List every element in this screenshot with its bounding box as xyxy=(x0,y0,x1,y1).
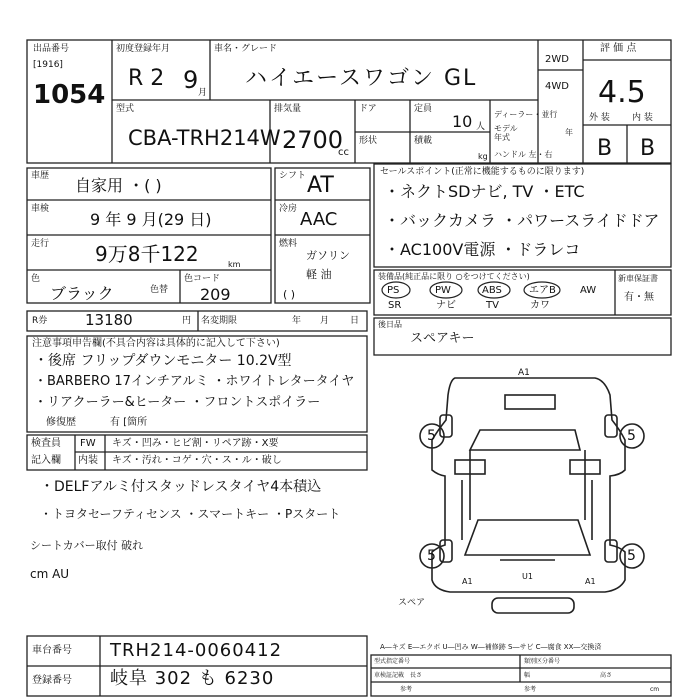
lot-sub: [1916] xyxy=(33,60,63,70)
door-label: ドア xyxy=(359,104,377,114)
year-unit: 年 xyxy=(565,128,573,137)
reg-era: R 2 xyxy=(128,66,165,91)
comment-line-2: ・トヨタセーフティセンス ・スマートキー ・Pスタート xyxy=(40,507,341,521)
km-unit: km xyxy=(228,260,241,269)
equipment-label: 装備品(純正品に限り ○をつけてください) xyxy=(378,272,530,281)
footer-width: 幅 xyxy=(524,672,531,679)
tire-rl-value: 5 xyxy=(427,548,436,564)
car-name: ハイエースワゴン GL xyxy=(245,66,478,91)
int-inspect-label: 内装 xyxy=(78,455,98,466)
color-code-value: 209 xyxy=(200,285,231,304)
score-value: 4.5 xyxy=(598,75,646,110)
footer-class-no: 類別区分番号 xyxy=(524,658,561,665)
chassis-value: TRH214-0060412 xyxy=(110,640,283,661)
spare-label: スペア xyxy=(398,598,426,608)
deadline-day: 日 xyxy=(350,316,360,326)
load-label: 積載 xyxy=(414,136,433,146)
cc-value: 2700 xyxy=(282,126,344,154)
note-line-2: ・BARBERO 17インチアルミ ・ホワイトレタータイヤ xyxy=(34,374,355,389)
model-value: CBA-TRH214W xyxy=(128,126,281,150)
equip-sr: SR xyxy=(388,300,402,311)
warranty-value: 有・無 xyxy=(624,292,654,303)
color-value: ブラック xyxy=(50,284,114,303)
repair-value: 有 [箇所 xyxy=(110,417,148,428)
mileage-label: 走行 xyxy=(31,239,50,249)
cc-unit: cc xyxy=(338,147,349,158)
deadline-month: 月 xyxy=(320,316,330,326)
deadline-year: 年 xyxy=(292,316,302,326)
cc-label: 排気量 xyxy=(274,104,302,114)
ac-label: 冷房 xyxy=(279,204,298,214)
note-line-3: ・リアクーラー&ヒーター ・フロントスポイラー xyxy=(34,395,321,410)
score-label: 評 価 点 xyxy=(600,43,637,54)
repair-label: 修復歴 xyxy=(46,417,76,428)
shape-label: 形状 xyxy=(359,136,378,146)
capacity-label: 定員 xyxy=(414,104,433,114)
rear-items-label: 後日品 xyxy=(378,320,402,329)
deadline-label: 名変期限 xyxy=(201,316,238,326)
int-label: 内 装 xyxy=(632,113,653,123)
comment-line-4: cm AU xyxy=(30,567,70,581)
color-label: 色 xyxy=(31,274,41,284)
damage-legend: A―キズ E―エクボ U―凹み W―補修跡 S―サビ C―腐食 XX―交換済 xyxy=(380,643,602,651)
lot-number: 1054 xyxy=(33,80,106,110)
equip-tv: TV xyxy=(486,300,499,311)
recycle-value: 13180 xyxy=(85,311,133,329)
selling-point-2: ・バックカメラ ・パワースライドドア xyxy=(384,211,660,230)
footer-cert: 車検証記載 xyxy=(374,672,405,679)
int-items: キズ・汚れ・コゲ・穴・ス・ル・破し xyxy=(112,455,282,466)
shaken-value: 9 年 9 月(29 日) xyxy=(90,210,212,229)
yen-unit: 円 xyxy=(182,316,192,326)
capacity-value: 10 xyxy=(452,112,473,131)
handle-label: ハンドル 左・右 xyxy=(494,150,553,159)
footer-type-no: 型式指定番号 xyxy=(374,658,411,665)
comment-line-1: ・DELFアルミ付スタッドレスタイヤ4本積込 xyxy=(40,479,322,495)
drive-4wd: 4WD xyxy=(545,81,569,92)
model-year-label2: 年式 xyxy=(494,133,510,142)
history-label: 車歴 xyxy=(31,171,50,181)
mileage-value: 9万8千122 xyxy=(95,242,199,266)
note-line-1: ・後席 フリップダウンモニター 10.2V型 xyxy=(34,353,292,369)
selling-points-label: セールスポイント(正常に機能するものに限ります) xyxy=(380,167,585,177)
equip-aw: AW xyxy=(580,285,597,296)
selling-point-3: ・AC100V電源 ・ドラレコ xyxy=(384,240,581,259)
inspector-label-1: 検査員 xyxy=(31,438,61,449)
month-unit: 月 xyxy=(198,88,208,98)
shift-label: シフト xyxy=(279,171,307,181)
recycle-label: R券 xyxy=(32,316,48,326)
inspector-label-2: 記入欄 xyxy=(31,455,61,466)
fw-items: キズ・凹み・ヒビ割・リペア跡・X要 xyxy=(112,438,279,449)
rear-mark-1: A1 xyxy=(462,577,473,586)
color-swap-label: 色替 xyxy=(150,285,169,295)
equip-pw: PW xyxy=(435,285,451,296)
model-year-label: モデル xyxy=(494,124,518,133)
fuel-diesel: 軽 油 xyxy=(306,268,332,281)
dealer-label: ディーラー・並行 xyxy=(494,110,558,119)
footer-cm: cm xyxy=(650,686,660,693)
tire-fl-value: 5 xyxy=(427,428,436,444)
drive-2wd: 2WD xyxy=(545,54,569,65)
rear-items-value: スペアキー xyxy=(410,331,475,346)
ext-label: 外 装 xyxy=(589,113,610,123)
notes-label: 注意事項申告欄(不具合内容は具体的に記入して下さい) xyxy=(32,338,280,349)
fuel-other: ( ) xyxy=(283,288,296,301)
tire-rr-value: 5 xyxy=(627,548,636,564)
equip-ps: PS xyxy=(387,285,400,296)
selling-point-1: ・ネクトSDナビ, TV ・ETC xyxy=(384,182,585,201)
ac-value: AAC xyxy=(300,209,338,230)
equip-leather: カワ xyxy=(530,300,550,311)
rear-mark-3: A1 xyxy=(585,577,596,586)
ext-grade: B xyxy=(597,136,613,161)
footer-ref-2: 参考 xyxy=(524,686,537,693)
reg-label: 初度登録年月 xyxy=(116,44,171,54)
chassis-label: 車台番号 xyxy=(32,645,72,656)
equip-airbag: エアB xyxy=(529,285,556,296)
footer-length: 長さ xyxy=(410,672,423,679)
model-label: 型式 xyxy=(116,104,135,114)
shaken-label: 車検 xyxy=(31,204,50,214)
reg-month: 9 xyxy=(183,66,199,94)
fuel-gas: ガソリン xyxy=(306,249,350,262)
plate-label: 登録番号 xyxy=(32,675,72,686)
tire-fr-value: 5 xyxy=(627,428,636,444)
color-code-label: 色コード xyxy=(184,274,221,284)
fuel-label: 燃料 xyxy=(279,239,298,249)
equip-abs: ABS xyxy=(482,285,502,296)
plate-value: 岐阜 302 も 6230 xyxy=(110,668,275,689)
equip-navi: ナビ xyxy=(436,300,456,311)
int-grade: B xyxy=(640,136,656,161)
name-label: 車名・グレード xyxy=(214,44,278,54)
history-value: 自家用 ・( ) xyxy=(75,176,162,195)
footer-height: 高さ xyxy=(600,672,613,679)
lot-label: 出品番号 xyxy=(33,44,70,54)
capacity-unit: 人 xyxy=(476,122,486,132)
shift-value: AT xyxy=(307,173,334,198)
fw-label: FW xyxy=(80,438,96,449)
footer-ref-1: 参考 xyxy=(400,686,413,693)
diagram-mark-front: A1 xyxy=(518,368,530,378)
load-unit: kg xyxy=(478,152,488,161)
comment-line-3: シートカバー取付 破れ xyxy=(30,539,144,552)
warranty-label: 新車保証書 xyxy=(618,274,658,283)
rear-mark-2: U1 xyxy=(522,572,533,581)
